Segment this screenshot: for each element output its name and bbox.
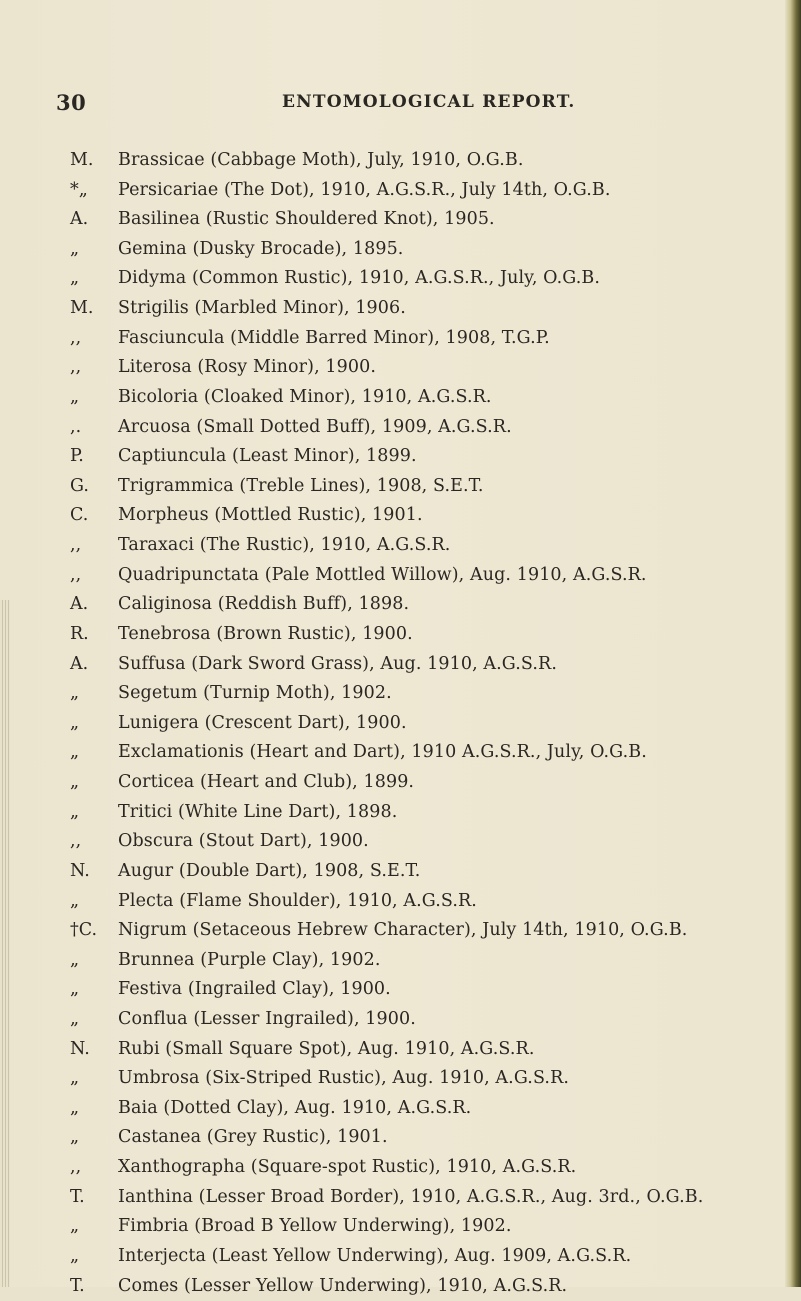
species-entry-text: Bicoloria (Cloaked Minor), 1910, A.G.S.R. xyxy=(118,386,492,407)
list-item xyxy=(0,974,790,1004)
species-entry-text: Tritici (White Line Dart), 1898. xyxy=(118,801,398,822)
species-entry-text: Obscura (Stout Dart), 1900. xyxy=(118,831,369,852)
page-number: 30 xyxy=(56,90,87,115)
genus-abbreviation: „ xyxy=(70,712,80,733)
list-item xyxy=(0,560,790,590)
list-item xyxy=(0,1271,790,1301)
list-item xyxy=(0,352,790,382)
genus-abbreviation: „ xyxy=(70,683,80,704)
genus-abbreviation: „ xyxy=(70,772,80,793)
list-item xyxy=(0,412,790,442)
species-entry-text: Taraxaci (The Rustic), 1910, A.G.S.R. xyxy=(118,535,451,556)
list-item xyxy=(0,1093,790,1123)
species-entry-text: Conflua (Lesser Ingrailed), 1900. xyxy=(118,1008,416,1029)
species-entry-text: Corticea (Heart and Club), 1899. xyxy=(118,772,415,793)
genus-abbreviation: „ xyxy=(70,1127,80,1148)
list-item xyxy=(0,1122,790,1152)
genus-abbreviation: G. xyxy=(70,475,89,496)
list-item xyxy=(0,1182,790,1212)
species-entry-text: Brunnea (Purple Clay), 1902. xyxy=(118,949,381,970)
species-entry-text: Suffusa (Dark Sword Grass), Aug. 1910, A.G.S.R. xyxy=(118,653,557,674)
species-entry-text: Augur (Double Dart), 1908, S.E.T. xyxy=(118,860,421,881)
genus-abbreviation: „ xyxy=(70,238,80,259)
list-item xyxy=(0,263,790,293)
species-entry-text: Segetum (Turnip Moth), 1902. xyxy=(118,683,392,704)
genus-abbreviation: N. xyxy=(70,1038,90,1059)
species-entry-text: Brassicae (Cabbage Moth), July, 1910, O.G.B. xyxy=(118,150,524,170)
genus-abbreviation: ,, xyxy=(70,564,82,585)
species-entry-text: Strigilis (Marbled Minor), 1906. xyxy=(118,298,406,319)
list-item xyxy=(0,1152,790,1182)
genus-abbreviation: ,, xyxy=(70,357,82,378)
species-entry-text: Ianthina (Lesser Broad Border), 1910, A.G.S.R., Aug. 3rd., O.G.B. xyxy=(118,1186,704,1207)
genus-abbreviation: M. xyxy=(70,298,94,319)
genus-abbreviation: ,, xyxy=(70,535,82,556)
list-item xyxy=(0,1211,790,1241)
genus-abbreviation: ,, xyxy=(70,1157,82,1178)
species-entry-text: Rubi (Small Square Spot), Aug. 1910, A.G.S.R. xyxy=(118,1038,535,1059)
genus-abbreviation: „ xyxy=(70,949,80,970)
species-entry-text: Captiuncula (Least Minor), 1899. xyxy=(118,446,417,467)
genus-abbreviation: „ xyxy=(70,1245,80,1266)
list-item xyxy=(0,619,790,649)
genus-abbreviation: A. xyxy=(70,209,89,230)
genus-abbreviation: „ xyxy=(70,742,80,763)
list-item xyxy=(0,471,790,501)
genus-abbreviation: ,, xyxy=(70,831,82,852)
genus-abbreviation: C. xyxy=(70,505,89,526)
list-item xyxy=(0,234,790,264)
list-item xyxy=(0,530,790,560)
genus-abbreviation: „ xyxy=(70,1068,80,1089)
list-item xyxy=(0,382,790,412)
genus-abbreviation: †C. xyxy=(70,920,98,941)
genus-abbreviation: P. xyxy=(70,446,84,467)
list-item xyxy=(0,708,790,738)
species-entry-text: Caliginosa (Reddish Buff), 1898. xyxy=(118,594,410,615)
genus-abbreviation: T. xyxy=(70,1275,85,1296)
list-item xyxy=(0,1034,790,1064)
species-entry-text: Quadripunctata (Pale Mottled Willow), Aug. 1910, A.G.S.R. xyxy=(118,564,647,585)
species-entry-text: Castanea (Grey Rustic), 1901. xyxy=(118,1127,388,1148)
list-item xyxy=(0,915,790,945)
species-entry-text: Fimbria (Broad B Yellow Underwing), 1902. xyxy=(118,1216,512,1237)
species-entry-text: Basilinea (Rustic Shouldered Knot), 1905. xyxy=(118,209,495,230)
species-entry-text: Baia (Dotted Clay), Aug. 1910, A.G.S.R. xyxy=(118,1097,472,1118)
genus-abbreviation: ,. xyxy=(70,416,82,437)
page-header xyxy=(0,90,801,120)
list-item xyxy=(0,589,790,619)
list-item xyxy=(0,145,790,175)
species-entry-text: Exclamationis (Heart and Dart), 1910 A.G.S.R., July, O.G.B. xyxy=(118,742,647,763)
list-item xyxy=(0,175,790,205)
list-item xyxy=(0,441,790,471)
species-entry-text: Comes (Lesser Yellow Underwing), 1910, A.G.S.R. xyxy=(118,1275,568,1296)
list-item xyxy=(0,737,790,767)
list-item xyxy=(0,797,790,827)
list-item xyxy=(0,678,790,708)
genus-abbreviation: „ xyxy=(70,1216,80,1237)
genus-abbreviation: „ xyxy=(70,890,80,911)
genus-abbreviation: R. xyxy=(70,623,89,644)
list-item xyxy=(0,945,790,975)
genus-abbreviation: *„ xyxy=(70,179,88,200)
genus-abbreviation: „ xyxy=(70,1097,80,1118)
list-item xyxy=(0,826,790,856)
genus-abbreviation: „ xyxy=(70,268,80,289)
species-entry-text: Persicariae (The Dot), 1910, A.G.S.R., July 14th, O.G.B. xyxy=(118,179,611,200)
species-entry-text: Didyma (Common Rustic), 1910, A.G.S.R., July, O.G.B. xyxy=(118,268,600,289)
list-item xyxy=(0,649,790,679)
genus-abbreviation: „ xyxy=(70,1008,80,1029)
species-entry-text: Xanthographa (Square-spot Rustic), 1910, A.G.S.R. xyxy=(118,1157,577,1178)
genus-abbreviation: „ xyxy=(70,386,80,407)
genus-abbreviation: T. xyxy=(70,1186,85,1207)
genus-abbreviation: A. xyxy=(70,653,89,674)
species-entry-text: Festiva (Ingrailed Clay), 1900. xyxy=(118,979,391,1000)
genus-abbreviation: „ xyxy=(70,979,80,1000)
list-item xyxy=(0,323,790,353)
species-entry-text: Gemina (Dusky Brocade), 1895. xyxy=(118,238,404,259)
genus-abbreviation: A. xyxy=(70,594,89,615)
list-item xyxy=(0,1004,790,1034)
genus-abbreviation: „ xyxy=(70,801,80,822)
species-entry-text: Plecta (Flame Shoulder), 1910, A.G.S.R. xyxy=(118,890,477,911)
list-item xyxy=(0,886,790,916)
running-title: ENTOMOLOGICAL REPORT. xyxy=(282,92,576,112)
species-entry-text: Nigrum (Setaceous Hebrew Character), July 14th, 1910, O.G.B. xyxy=(118,920,688,941)
species-entry-text: Tenebrosa (Brown Rustic), 1900. xyxy=(118,623,413,644)
list-item xyxy=(0,856,790,886)
list-item xyxy=(0,767,790,797)
genus-abbreviation: M. xyxy=(70,150,94,170)
list-item xyxy=(0,293,790,323)
species-entry-text: Morpheus (Mottled Rustic), 1901. xyxy=(118,505,423,526)
list-item xyxy=(0,1063,790,1093)
species-entry-text: Literosa (Rosy Minor), 1900. xyxy=(118,357,376,378)
species-entry-text: Interjecta (Least Yellow Underwing), Aug. 1909, A.G.S.R. xyxy=(118,1245,632,1266)
species-entry-text: Fasciuncula (Middle Barred Minor), 1908, T.G.P. xyxy=(118,327,550,348)
species-entry-text: Lunigera (Crescent Dart), 1900. xyxy=(118,712,407,733)
list-item xyxy=(0,204,790,234)
species-entry-text: Trigrammica (Treble Lines), 1908, S.E.T. xyxy=(118,475,484,496)
genus-abbreviation: ,, xyxy=(70,327,82,348)
list-item xyxy=(0,1241,790,1271)
genus-abbreviation: N. xyxy=(70,860,90,881)
species-entry-text: Arcuosa (Small Dotted Buff), 1909, A.G.S.R. xyxy=(118,416,512,437)
species-entry-text: Umbrosa (Six-Striped Rustic), Aug. 1910, A.G.S.R. xyxy=(118,1068,570,1089)
list-item xyxy=(0,500,790,530)
